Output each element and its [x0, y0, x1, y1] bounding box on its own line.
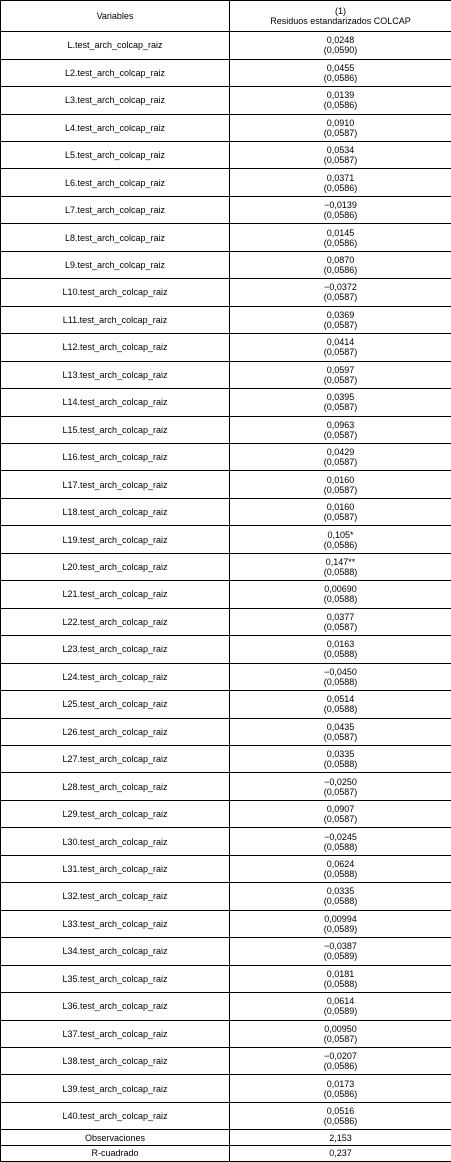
table-row — [1, 279, 451, 306]
variable-name: L23.test_arch_colcap_raiz — [1, 636, 230, 663]
table-row — [1, 581, 451, 608]
standard-error: (0,0587) — [323, 457, 358, 468]
variable-name: L18.test_arch_colcap_raiz — [1, 498, 230, 525]
estimate-cell — [230, 1020, 451, 1047]
estimate-cell — [230, 389, 451, 416]
variable-name: L14.test_arch_colcap_raiz — [1, 389, 230, 416]
variable-name: L8.test_arch_colcap_raiz — [1, 224, 230, 251]
estimate-cell — [230, 361, 451, 388]
coefficient: 0,00950 — [324, 1023, 357, 1034]
estimate-cell — [230, 855, 451, 882]
estimate-cell — [230, 471, 451, 498]
estimate-cell — [230, 773, 451, 800]
variable-name: L37.test_arch_colcap_raiz — [1, 1020, 230, 1047]
table-row — [1, 773, 451, 800]
summary-row — [1, 1130, 451, 1146]
table-row — [1, 334, 451, 361]
estimate-cell — [230, 718, 451, 745]
standard-error: (0,0586) — [323, 182, 358, 193]
estimate-cell — [230, 526, 451, 553]
standard-error: (0,0586) — [323, 210, 358, 221]
coefficient: 0,00690 — [324, 584, 357, 595]
table-row — [1, 1020, 451, 1047]
estimate-cell — [230, 938, 451, 965]
coefficient: 0,0173 — [326, 1078, 355, 1089]
table-row — [1, 306, 451, 333]
table-row — [1, 32, 451, 59]
variable-name: L29.test_arch_colcap_raiz — [1, 800, 230, 827]
standard-error: (0,0587) — [323, 731, 358, 742]
coefficient: 0,0516 — [326, 1106, 355, 1117]
estimate-cell — [230, 965, 451, 992]
variable-name: L16.test_arch_colcap_raiz — [1, 443, 230, 470]
coefficient: 0,0369 — [326, 309, 355, 320]
estimate-cell — [230, 498, 451, 525]
variable-name: L7.test_arch_colcap_raiz — [1, 196, 230, 223]
table-row — [1, 1075, 451, 1102]
standard-error: (0,0587) — [323, 1033, 358, 1044]
table-row — [1, 59, 451, 86]
table-row — [1, 389, 451, 416]
coefficient: 0,0163 — [326, 639, 355, 650]
variable-name: L35.test_arch_colcap_raiz — [1, 965, 230, 992]
variable-name: L22.test_arch_colcap_raiz — [1, 608, 230, 635]
table-row — [1, 87, 451, 114]
table-row — [1, 965, 451, 992]
variable-name: L17.test_arch_colcap_raiz — [1, 471, 230, 498]
table-row — [1, 169, 451, 196]
standard-error: (0,0586) — [323, 1116, 358, 1127]
table-row — [1, 828, 451, 855]
variable-name: L19.test_arch_colcap_raiz — [1, 526, 230, 553]
table-row — [1, 910, 451, 937]
estimate-cell — [230, 993, 451, 1020]
summary-label: Observaciones — [1, 1130, 230, 1146]
table-row — [1, 224, 451, 251]
standard-error: (0,0587) — [323, 484, 358, 495]
standard-error: (0,0586) — [323, 1088, 358, 1099]
variable-name: L12.test_arch_colcap_raiz — [1, 334, 230, 361]
estimate-cell — [230, 1102, 451, 1129]
table-row — [1, 553, 451, 580]
model-name: Residuos estandarizados COLCAP — [270, 16, 411, 27]
standard-error: (0,0590) — [323, 45, 358, 56]
standard-error: (0,0586) — [323, 1061, 358, 1072]
variable-name: L32.test_arch_colcap_raiz — [1, 883, 230, 910]
standard-error: (0,0587) — [323, 155, 358, 166]
table-row — [1, 745, 451, 772]
standard-error: (0,0587) — [323, 621, 358, 632]
coefficient: 0,0377 — [326, 611, 355, 622]
standard-error: (0,0589) — [323, 1006, 358, 1017]
estimate-cell — [230, 636, 451, 663]
estimate-cell — [230, 608, 451, 635]
standard-error: (0,0587) — [323, 347, 358, 358]
estimate-cell — [230, 279, 451, 306]
table-row — [1, 938, 451, 965]
standard-error: (0,0587) — [323, 814, 358, 825]
standard-error: (0,0588) — [323, 869, 358, 879]
estimate-cell — [230, 800, 451, 827]
table-row — [1, 443, 451, 470]
standard-error: (0,0587) — [323, 127, 358, 138]
table-row — [1, 663, 451, 690]
coefficient: −0,0387 — [324, 941, 357, 952]
variable-name: L34.test_arch_colcap_raiz — [1, 938, 230, 965]
standard-error: (0,0586) — [323, 72, 358, 83]
variable-name: L40.test_arch_colcap_raiz — [1, 1102, 230, 1129]
variable-name: L20.test_arch_colcap_raiz — [1, 553, 230, 580]
variable-name: L21.test_arch_colcap_raiz — [1, 581, 230, 608]
estimate-cell — [230, 251, 451, 278]
coefficient: −0,0450 — [324, 666, 357, 677]
estimate-cell — [230, 581, 451, 608]
table-row — [1, 361, 451, 388]
coefficient: 0,0435 — [326, 721, 355, 732]
estimate-cell — [230, 169, 451, 196]
estimate-cell — [230, 114, 451, 141]
table-row — [1, 608, 451, 635]
standard-error: (0,0587) — [323, 786, 358, 797]
standard-error: (0,0588) — [323, 567, 358, 578]
table-row — [1, 993, 451, 1020]
coefficient: 0,0534 — [326, 145, 355, 156]
variable-name: L25.test_arch_colcap_raiz — [1, 691, 230, 718]
coefficient: 0,105* — [327, 529, 354, 540]
standard-error: (0,0588) — [323, 896, 358, 907]
variable-name: L30.test_arch_colcap_raiz — [1, 828, 230, 855]
variable-name: L15.test_arch_colcap_raiz — [1, 416, 230, 443]
coefficient: 0,0160 — [326, 474, 355, 485]
estimate-cell — [230, 196, 451, 223]
coefficient: 0,0624 — [326, 859, 355, 869]
variable-name: L27.test_arch_colcap_raiz — [1, 745, 230, 772]
coefficient: 0,0597 — [326, 364, 355, 375]
variable-name: L9.test_arch_colcap_raiz — [1, 251, 230, 278]
table-row — [1, 691, 451, 718]
table-body — [1, 1, 451, 1162]
standard-error: (0,0587) — [323, 512, 358, 523]
standard-error: (0,0588) — [323, 759, 358, 770]
variable-name: L10.test_arch_colcap_raiz — [1, 279, 230, 306]
coefficient: 0,0181 — [326, 968, 355, 979]
variable-name: L28.test_arch_colcap_raiz — [1, 773, 230, 800]
estimate-cell — [230, 416, 451, 443]
coefficient: 0,0414 — [326, 337, 355, 348]
variable-name: L6.test_arch_colcap_raiz — [1, 169, 230, 196]
estimate-cell — [230, 142, 451, 169]
variable-name: L24.test_arch_colcap_raiz — [1, 663, 230, 690]
standard-error: (0,0587) — [323, 402, 358, 413]
coefficient: 0,0371 — [326, 172, 355, 183]
coefficient: 0,0160 — [326, 502, 355, 513]
table-row — [1, 526, 451, 553]
summary-row — [1, 1145, 451, 1161]
table-row — [1, 883, 451, 910]
coefficient: 0,0614 — [326, 996, 355, 1007]
variable-name: L3.test_arch_colcap_raiz — [1, 87, 230, 114]
table-row — [1, 196, 451, 223]
coefficient: 0,0139 — [326, 90, 355, 101]
variable-name: L39.test_arch_colcap_raiz — [1, 1075, 230, 1102]
coefficient: 0,0910 — [326, 117, 355, 128]
variable-name: L33.test_arch_colcap_raiz — [1, 910, 230, 937]
estimate-cell — [230, 553, 451, 580]
table-row — [1, 498, 451, 525]
coefficient: 0,147** — [325, 557, 356, 568]
estimate-cell — [230, 1075, 451, 1102]
estimate-cell — [230, 1047, 451, 1074]
estimate-cell — [230, 883, 451, 910]
standard-error: (0,0588) — [323, 841, 358, 852]
variables-header: Variables — [1, 1, 230, 32]
summary-value: 0,237 — [230, 1145, 451, 1161]
estimate-cell — [230, 334, 451, 361]
variable-name: L38.test_arch_colcap_raiz — [1, 1047, 230, 1074]
table-row — [1, 471, 451, 498]
standard-error: (0,0586) — [323, 539, 358, 550]
coefficient: −0,0139 — [324, 200, 357, 211]
header-row — [1, 1, 451, 32]
summary-value: 2,153 — [230, 1130, 451, 1146]
standard-error: (0,0587) — [323, 319, 358, 330]
standard-error: (0,0589) — [323, 923, 358, 934]
coefficient: −0,0245 — [324, 831, 357, 842]
coefficient: 0,0514 — [326, 694, 355, 705]
coefficient: −0,0207 — [324, 1051, 357, 1062]
variable-name: L31.test_arch_colcap_raiz — [1, 855, 230, 882]
variable-name: L4.test_arch_colcap_raiz — [1, 114, 230, 141]
estimate-cell — [230, 828, 451, 855]
coefficient: 0,0455 — [326, 62, 355, 73]
standard-error: (0,0588) — [323, 594, 358, 605]
table-row — [1, 636, 451, 663]
estimate-cell — [230, 663, 451, 690]
standard-error: (0,0588) — [323, 676, 358, 687]
coefficient: 0,0335 — [326, 749, 355, 760]
coefficient: 0,0395 — [326, 392, 355, 403]
standard-error: (0,0587) — [323, 429, 358, 440]
estimate-cell — [230, 745, 451, 772]
standard-error: (0,0588) — [323, 978, 358, 989]
coefficient: 0,0145 — [326, 227, 355, 238]
estimate-cell — [230, 443, 451, 470]
variable-name: L26.test_arch_colcap_raiz — [1, 718, 230, 745]
variable-name: L2.test_arch_colcap_raiz — [1, 59, 230, 86]
estimate-cell — [230, 224, 451, 251]
estimate-cell — [230, 306, 451, 333]
table-row — [1, 1102, 451, 1129]
model-number: (1) — [335, 6, 346, 17]
table-row — [1, 114, 451, 141]
standard-error: (0,0589) — [323, 951, 358, 962]
coefficient: 0,0963 — [326, 419, 355, 430]
variable-name: L13.test_arch_colcap_raiz — [1, 361, 230, 388]
standard-error: (0,0586) — [323, 237, 358, 248]
variable-name: L.test_arch_colcap_raiz — [1, 32, 230, 59]
model-header — [230, 1, 451, 32]
table-row — [1, 416, 451, 443]
variable-name: L5.test_arch_colcap_raiz — [1, 142, 230, 169]
table-row — [1, 718, 451, 745]
coefficient: −0,0250 — [324, 776, 357, 787]
standard-error: (0,0588) — [323, 649, 358, 660]
estimate-cell — [230, 32, 451, 59]
standard-error: (0,0587) — [323, 292, 358, 303]
table-row — [1, 800, 451, 827]
standard-error: (0,0587) — [323, 374, 358, 385]
coefficient: 0,00994 — [324, 913, 357, 924]
estimate-cell — [230, 59, 451, 86]
table-row — [1, 855, 451, 882]
estimate-cell — [230, 691, 451, 718]
table-row — [1, 251, 451, 278]
coefficient: 0,0248 — [326, 35, 355, 46]
standard-error: (0,0586) — [323, 265, 358, 276]
coefficient: 0,0907 — [326, 804, 355, 815]
standard-error: (0,0588) — [323, 704, 358, 715]
coefficient: 0,0429 — [326, 447, 355, 458]
estimate-cell — [230, 910, 451, 937]
table-row — [1, 1047, 451, 1074]
variable-name: L11.test_arch_colcap_raiz — [1, 306, 230, 333]
standard-error: (0,0586) — [323, 100, 358, 111]
estimate-cell — [230, 87, 451, 114]
summary-label: R-cuadrado — [1, 1145, 230, 1161]
variable-name: L36.test_arch_colcap_raiz — [1, 993, 230, 1020]
coefficient: 0,0870 — [326, 255, 355, 266]
coefficient: −0,0372 — [324, 282, 357, 293]
table-row — [1, 142, 451, 169]
coefficient: 0,0335 — [326, 886, 355, 897]
